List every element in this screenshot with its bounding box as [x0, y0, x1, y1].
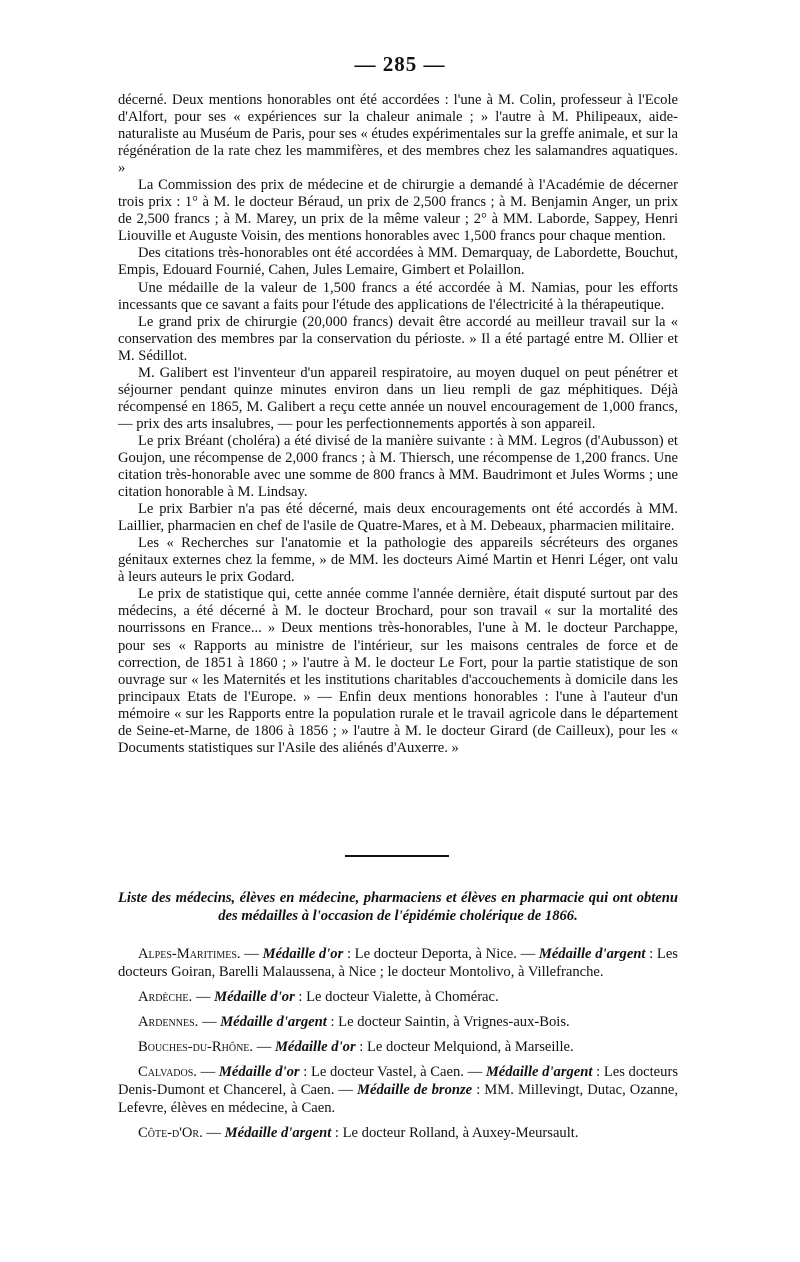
medal-type: Médaille d'argent — [485, 1064, 593, 1080]
section-divider — [345, 855, 449, 857]
paragraph: Des citations très-honorables ont été accordées à MM. Demarquay, de Labordette, Bouchut, Empis, Edouard Fournié, Cahen, Jules Lemaire, Gimbert et Polaillon. — [118, 245, 678, 279]
page-number: — 285 — — [354, 52, 446, 76]
medal-type: Médaille d'argent — [224, 1125, 332, 1141]
paragraph: Le prix Barbier n'a pas été décerné, mais deux encouragements ont été accordés à MM. Laillier, pharmacien en chef de l'asile de Quatre-Mares, et à M. Debeaux, pharmacien militaire. — [118, 501, 678, 535]
department-name: Bouches-du-Rhône. — [138, 1039, 254, 1055]
medal-type: Médaille de bronze — [357, 1082, 473, 1098]
paragraph: décerné. Deux mentions honorables ont été accordées : l'une à M. Colin, professeur à l'Ecole d'Alfort, pour ses « expériences sur la chaleur animale ; » l'autre à M. Philipeaux, aide-naturaliste au Muséum de Paris, pour ses « études expérimentales sur la greffe animale, et sur la régénération de la rate chez les mammifères, et des membres chez les salamandres aquatiques. » — [118, 92, 678, 177]
medal-list — [118, 945, 678, 1149]
medal-type: Médaille d'or — [214, 989, 295, 1005]
paragraph: Le prix Bréant (choléra) a été divisé de la manière suivante : à MM. Legros (d'Aubusson) et Goujon, une récompense de 2,000 francs ; à M. Thiersch, une récompense de 1,200 francs. Une citation très-honorable avec une somme de 800 francs à MM. Baudrimont et Jules Worms ; une citation honorable à M. Lindsay. — [118, 432, 678, 501]
medal-type: Médaille d'or — [218, 1064, 300, 1080]
list-item: Ardennes. — Médaille d'argent : Le docteur Saintin, à Vrignes-aux-Bois. — [138, 1014, 570, 1030]
medal-type: Médaille d'argent — [220, 1014, 327, 1030]
paragraph: Le prix de statistique qui, cette année comme l'année dernière, était disputé surtout par des médecins, a été décerné à M. le docteur Brochard, pour son travail « sur la mortalité des nourrissons en France... » Deux mentions très-honorables, l'une à M. le docteur Parchappe, pour ses « Rapports au ministre de l'intérieur, sur les maisons centrales de force et de correction, de 1851 à 1860 ; » l'autre à M. le docteur Le Fort, pour la partie statistique de son ouvrage sur « les Maternités et les institutions charitables d'accouchements à domicile dans les principaux Etats de l'Europe. » — Enfin deux mentions honorables : l'une à l'auteur d'un mémoire « sur les Rapports entre la population rurale et le travail agricole dans le département de Seine-et-Marne, de 1806 à 1856 ; » l'autre à M. le docteur Girard (de Cailleux), pour les « Documents statistiques sur l'Asile des aliénés d'Auxerre. » — [118, 586, 678, 756]
body-text — [118, 92, 678, 757]
department-name: Côte-d'Or. — [138, 1125, 203, 1141]
list-item: Côte-d'Or. — Médaille d'argent : Le docteur Rolland, à Auxey-Meursault. — [138, 1125, 579, 1141]
paragraph: La Commission des prix de médecine et de chirurgie a demandé à l'Académie de décerner trois prix : 1° à M. le docteur Béraud, un prix de 2,500 francs ; à M. Benjamin Anger, un prix de 2,500 francs ; à M. Marey, un prix de la même valeur ; 2° à MM. Laborde, Sappey, Henri Liouville et Auguste Voisin, des mentions honorables avec 1,500 francs pour chaque mention. — [118, 177, 678, 245]
department-name: Calvados. — [138, 1064, 197, 1080]
paragraph: Les « Recherches sur l'anatomie et la pathologie des appareils sécréteurs des organes génitaux externes chez la femme, » de MM. les docteurs Aimé Martin et Henri Léger, ont valu à leurs auteurs le prix Godard. — [118, 535, 678, 586]
medal-type: Médaille d'or — [262, 946, 344, 962]
list-item: Alpes-Maritimes. — Médaille d'or : Le docteur Deporta, à Nice. — Médaille d'argent : Les docteurs Goiran, Barelli Malaussena, à Nice ; le docteur Montolivo, à Villefranche. — [118, 946, 678, 980]
department-name: Ardennes. — [138, 1014, 199, 1030]
paragraph: Une médaille de la valeur de 1,500 francs a été accordée à M. Namias, pour les efforts incessants que ce savant a faits pour l'étude des applications de l'électricité à la thérapeutique. — [118, 279, 678, 313]
medal-type: Médaille d'argent — [538, 946, 646, 962]
list-item: Bouches-du-Rhône. — Médaille d'or : Le docteur Melquiond, à Marseille. — [138, 1039, 574, 1055]
department-name: Alpes-Maritimes. — [138, 946, 241, 962]
list-heading: Liste des médecins, élèves en médecine, pharmaciens et élèves en pharmacie qui ont obtenu des médailles à l'occasion de l'épidémie cholérique de 1866. — [118, 890, 678, 924]
paragraph: M. Galibert est l'inventeur d'un appareil respiratoire, au moyen duquel on peut pénétrer et séjourner pendant quinze minutes environ dans un lieu rempli de gaz méphitiques. Déjà récompensé en 1865, M. Galibert a reçu cette année un nouvel encouragement de 1,000 francs, — prix des arts insalubres, — pour les perfectionnements apportés à son appareil. — [118, 364, 678, 432]
paragraph: Le grand prix de chirurgie (20,000 francs) devait être accordé au meilleur travail sur la « conservation des membres par la conservation du périoste. » Il a été partagé entre M. Ollier et M. Sédillot. — [118, 313, 678, 364]
list-item: Calvados. — Médaille d'or : Le docteur Vastel, à Caen. — Médaille d'argent : Les docteurs Denis-Dumont et Chancerel, à Caen. — Médaille de bronze : MM. Millevingt, Dutac, Ozanne, Lefevre, élèves en médecine, à Caen. — [118, 1064, 679, 1116]
list-item: Ardèche. — Médaille d'or : Le docteur Vialette, à Chomérac. — [138, 989, 499, 1005]
department-name: Ardèche. — [138, 989, 193, 1005]
medal-type: Médaille d'or — [274, 1039, 356, 1055]
